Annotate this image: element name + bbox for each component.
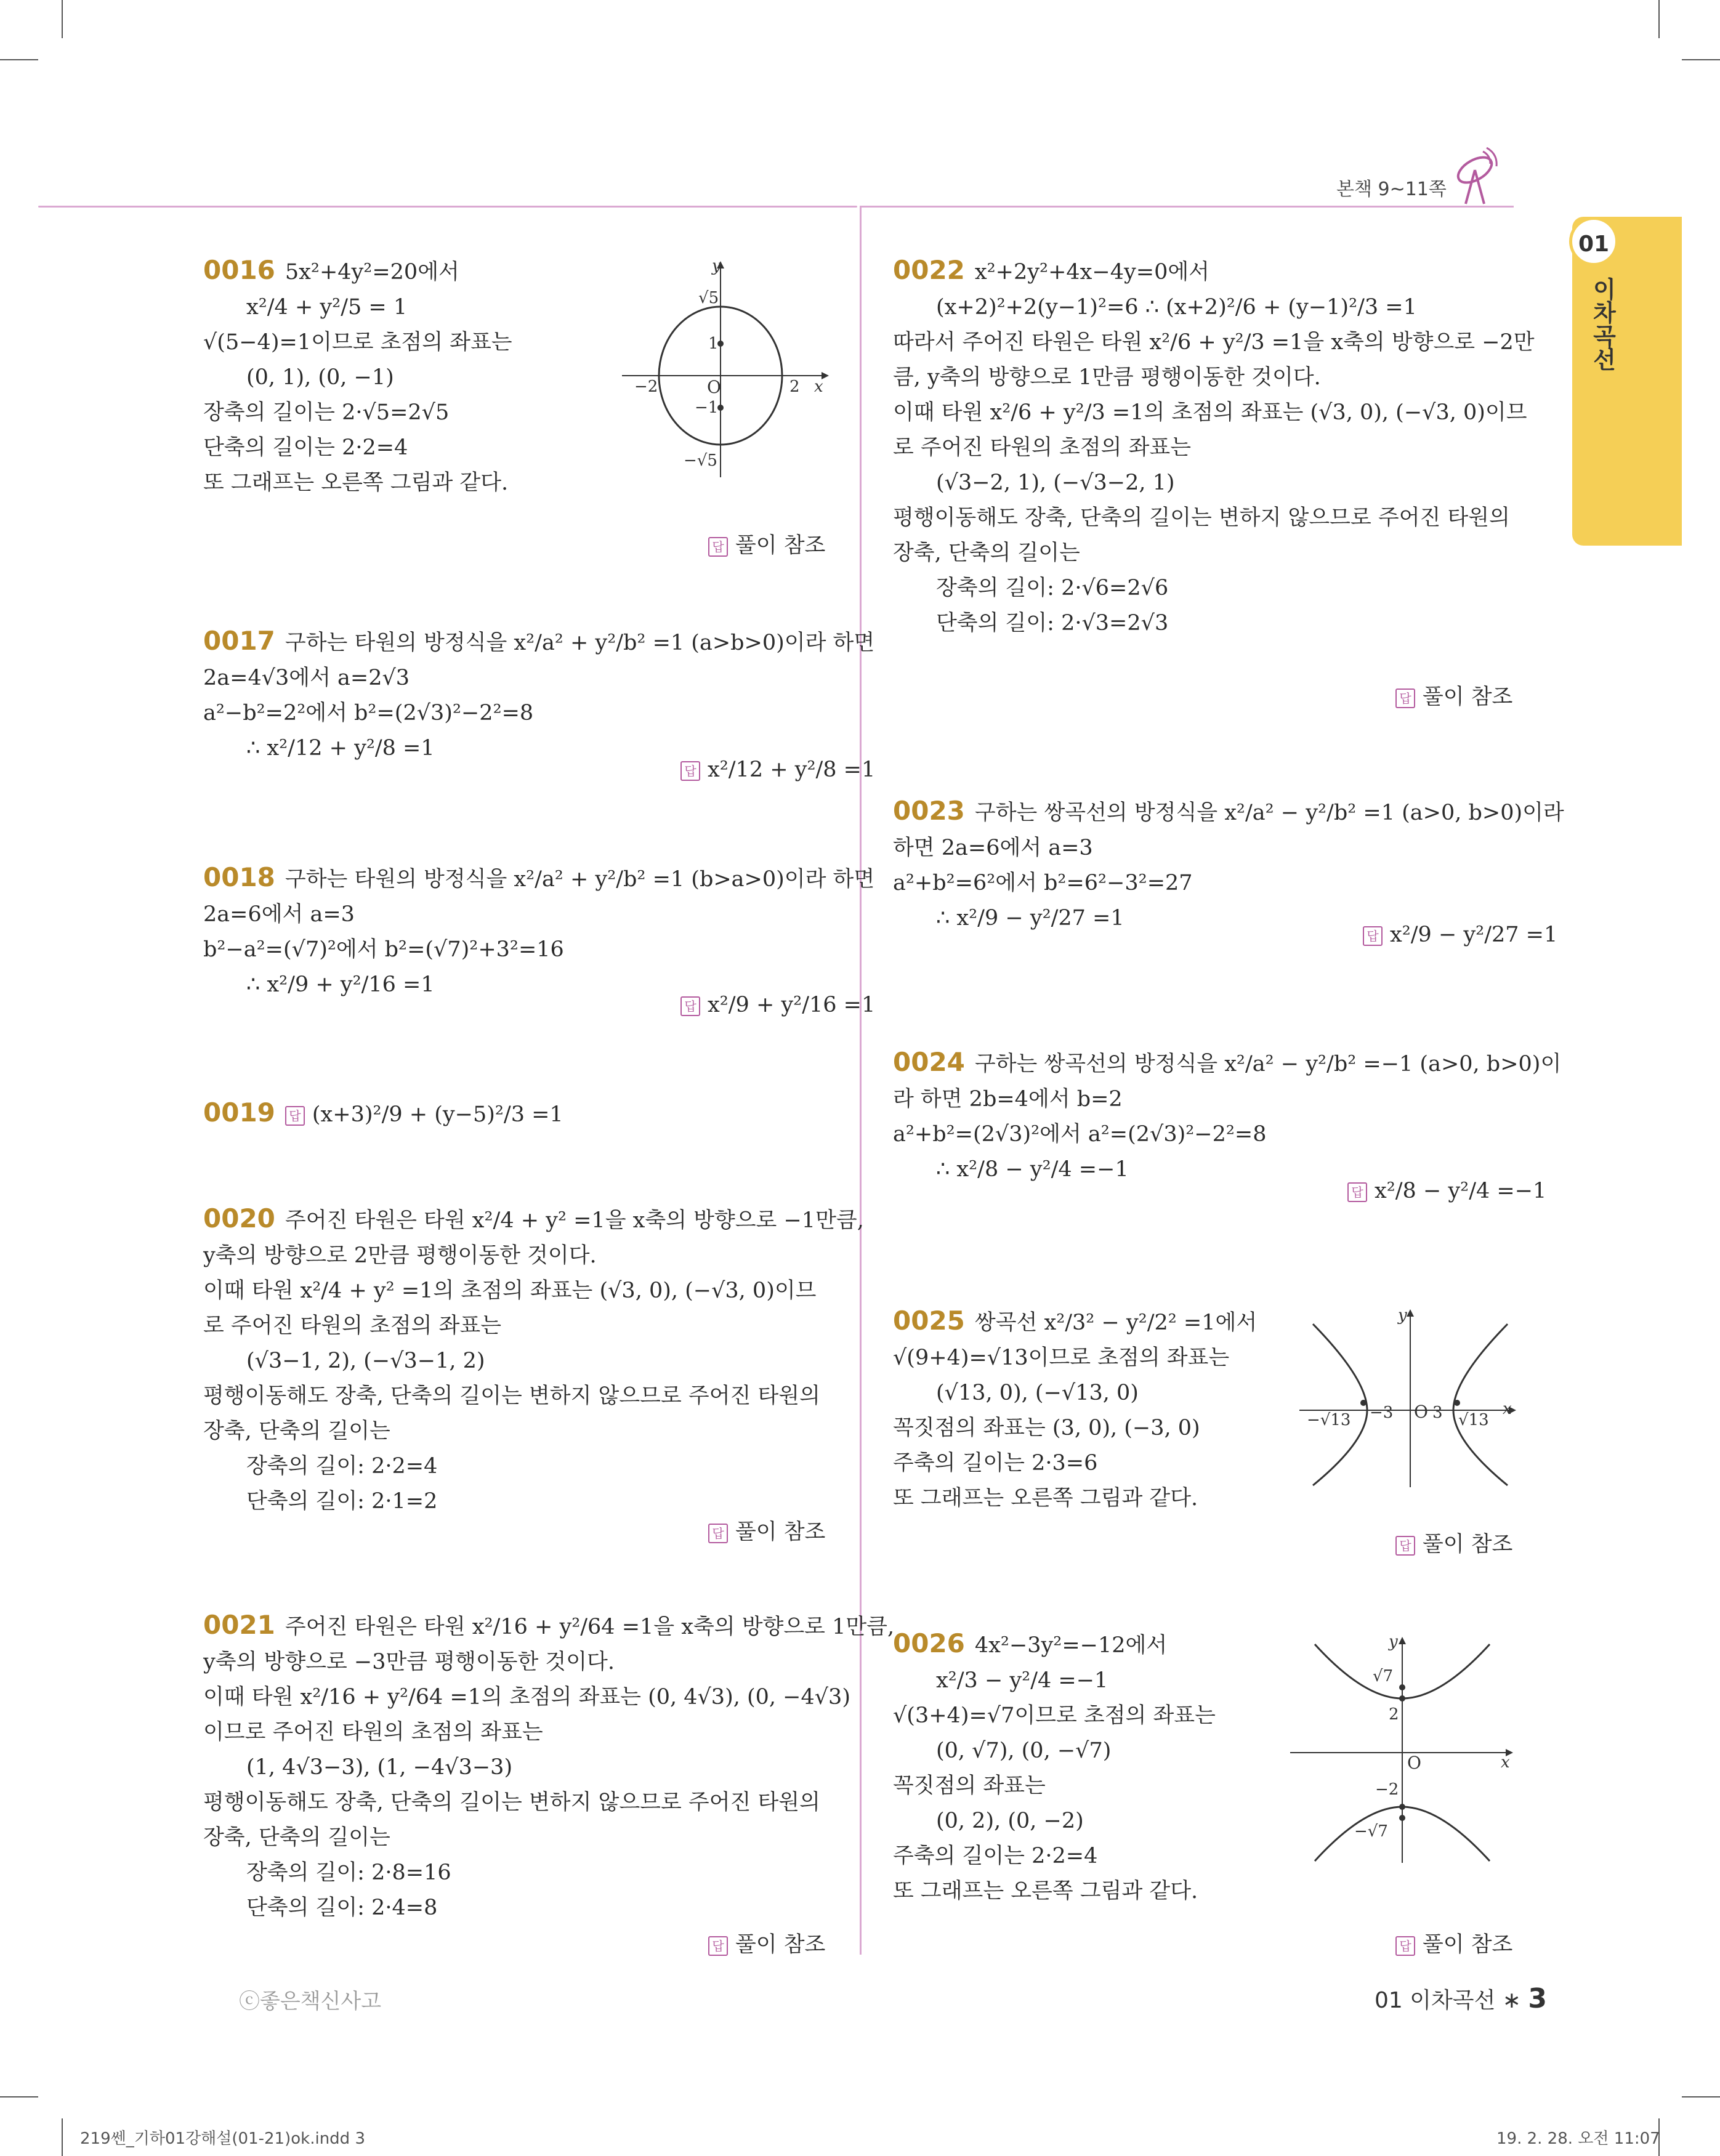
problem-0016: 0016 5x²+4y²=20에서 x²/4 + y²/5 = 1 √(5−4)=1이므로 초점의 좌표는 (0, 1), (0, −1) 장축의 길이는 2·√5=2√5 단축의 길이는 2·2=4 또 그래프는 오른쪽 그림과 같다. xyxy=(203,255,512,495)
problem-0022: 0022 x²+2y²+4x−4y=0에서 (x+2)²+2(y−1)²=6 ∴ (x+2)²/6 + (y−1)²/3 =1 따라서 주어진 타원은 타원 x²/6 + y²/3 =1을 x축의 방향으로 −2만 큼, y축의 방향으로 1만큼 평행이동한 것이다. 이때 타원 x²/6 + y²/3 =1의 초점의 좌표는 (√3, 0), (−√3, 0)이므 로 주어진 타원의 초점의 좌표는 (√3−2, 1), (−√3−2, 1) 평행이동해도 장축, 단축의 길이는 변하지 않으므로 주어진 타원의 장축, 단축의 길이는 장축의 길이: 2·√6=2√6 단축의 길이: 2·√3=2√3 xyxy=(893,255,1535,636)
tick-label: 2 xyxy=(789,378,800,396)
tick-label: √5 xyxy=(698,289,719,307)
tick-label: 1 xyxy=(708,334,719,353)
chapter-title: 이차곡선 xyxy=(1589,277,1616,371)
hyperbola-graph-0026 xyxy=(1290,1632,1518,1866)
crop-mark xyxy=(1658,0,1660,38)
answer-0024: 답 x²/8 − y²/4 =−1 xyxy=(1347,1179,1546,1203)
tick-label: −2 xyxy=(1375,1780,1399,1799)
header-rule xyxy=(38,206,857,208)
answer-0018: 답 x²/9 + y²/16 =1 xyxy=(680,993,875,1017)
axis-label-x: x xyxy=(1503,1400,1512,1418)
answer-0023: 답 x²/9 − y²/27 =1 xyxy=(1363,923,1557,947)
chapter-tab xyxy=(1572,217,1682,546)
tick-label: 2 xyxy=(1389,1705,1399,1724)
answer-icon: 답 xyxy=(708,1524,728,1543)
tick-label: √7 xyxy=(1373,1667,1394,1686)
problem-0019: 0019 답 (x+3)²/9 + (y−5)²/3 =1 xyxy=(203,1097,563,1128)
answer-0022: 답 풀이 참조 xyxy=(1395,680,1512,711)
crop-mark xyxy=(1682,59,1720,60)
answer-0020: 답 풀이 참조 xyxy=(708,1515,825,1546)
chapter-number: 01 xyxy=(1569,217,1618,266)
answer-icon: 답 xyxy=(680,996,700,1016)
problem-0017: 0017 구하는 타원의 방정식을 x²/a² + y²/b² =1 (a>b>0)이라 하면 2a=4√3에서 a=2√3 a²−b²=2²에서 b²=(2√3)²−2²=8 ∴ x²/12 + y²/8 =1 xyxy=(203,626,875,761)
problem-0020: 0020 주어진 타원은 타원 x²/4 + y² =1을 x축의 방향으로 −1만큼, y축의 방향으로 2만큼 평행이동한 것이다. 이때 타원 x²/4 + y² =1의 초점의 좌표는 (√3, 0), (−√3, 0)이므 로 주어진 타원의 초점의 좌표는 (√3−1, 2), (−√3−1, 2) 평행이동해도 장축, 단축의 길이는 변하지 않으므로 주어진 타원의 장축, 단축의 길이는 장축의 길이: 2·2=4 단축의 길이: 2·1=2 xyxy=(203,1203,864,1514)
answer-icon: 답 xyxy=(708,537,728,557)
answer-icon: 답 xyxy=(708,1936,728,1956)
answer-icon: 답 xyxy=(285,1106,305,1126)
tick-label: −1 xyxy=(695,398,719,417)
ellipse-graph-0016 xyxy=(622,259,831,480)
answer-icon: 답 xyxy=(1347,1182,1367,1202)
problem-0026: 0026 4x²−3y²=−12에서 x²/3 − y²/4 =−1 √(3+4)=√7이므로 초점의 좌표는 (0, √7), (0, −√7) 꼭짓점의 좌표는 (0, 2), (0, −2) 주축의 길이는 2·2=4 또 그래프는 오른쪽 그림과 같다. xyxy=(893,1628,1216,1904)
answer-icon: 답 xyxy=(1395,1536,1415,1556)
crop-mark xyxy=(0,2096,38,2097)
crop-mark xyxy=(0,59,38,60)
tick-label: √13 xyxy=(1458,1411,1489,1429)
answer-icon: 답 xyxy=(1395,688,1415,708)
origin-label: O xyxy=(1414,1402,1428,1422)
header-page-ref: 본책 9~11쪽 xyxy=(1336,179,1447,200)
tick-label: −√13 xyxy=(1307,1411,1351,1429)
answer-0017: 답 x²/12 + y²/8 =1 xyxy=(680,757,875,782)
answer-0016: 답 풀이 참조 xyxy=(708,528,825,559)
problem-0023: 0023 구하는 쌍곡선의 방정식을 x²/a² − y²/b² =1 (a>0, b>0)이라 하면 2a=6에서 a=3 a²+b²=6²에서 b²=6²−3²=27 ∴ x²/9 − y²/27 =1 xyxy=(893,796,1564,931)
tick-label: −√5 xyxy=(684,451,717,470)
origin-label: O xyxy=(707,377,721,397)
problem-0024: 0024 구하는 쌍곡선의 방정식을 x²/a² − y²/b² =−1 (a>0, b>0)이 라 하면 2b=4에서 b=2 a²+b²=(2√3)²에서 a²=(2√3)²−2²=8 ∴ x²/8 − y²/4 =−1 xyxy=(893,1047,1562,1182)
hyperbola-graph-0025 xyxy=(1299,1306,1521,1490)
answer-icon: 답 xyxy=(1363,926,1383,946)
imprint-date: 19. 2. 28. 오전 11:07 xyxy=(1496,2130,1660,2148)
origin-label: O xyxy=(1407,1753,1421,1773)
header-rule xyxy=(861,206,1514,208)
crop-mark xyxy=(1682,2096,1720,2097)
answer-0021: 답 풀이 참조 xyxy=(708,1928,825,1958)
tick-label: 3 xyxy=(1432,1403,1443,1422)
problem-0025: 0025 쌍곡선 x²/3² − y²/2² =1에서 √(9+4)=√13이므로 초점의 좌표는 (√13, 0), (−√13, 0) 꼭짓점의 좌표는 (3, 0), (−3, 0) 주축의 길이는 2·3=6 또 그래프는 오른쪽 그림과 같다. xyxy=(893,1306,1258,1511)
problem-0018: 0018 구하는 타원의 방정식을 x²/a² + y²/b² =1 (b>a>0)이라 하면 2a=6에서 a=3 b²−a²=(√7)²에서 b²=(√7)²+3²=16 ∴ x²/9 + y²/16 =1 xyxy=(203,862,875,997)
answer-0025: 답 풀이 참조 xyxy=(1395,1527,1512,1558)
tick-label: −2 xyxy=(634,378,658,396)
satellite-icon xyxy=(1447,145,1503,207)
answer-icon: 답 xyxy=(1395,1936,1415,1956)
answer-0026: 답 풀이 참조 xyxy=(1395,1928,1512,1958)
tick-label: −3 xyxy=(1370,1403,1394,1422)
axis-label-y: y xyxy=(712,259,721,275)
axis-label-x: x xyxy=(1501,1753,1510,1772)
tick-label: −√7 xyxy=(1354,1822,1388,1841)
axis-label-y: y xyxy=(1398,1306,1407,1325)
crop-mark xyxy=(62,2118,63,2156)
page-number: 01 이차곡선 ∗ 3 xyxy=(1375,1983,1548,2014)
crop-mark xyxy=(62,0,63,38)
problem-0021: 0021 주어진 타원은 타원 x²/16 + y²/64 =1을 x축의 방향으로 1만큼, y축의 방향으로 −3만큼 평행이동한 것이다. 이때 타원 x²/16 + y²/64 =1의 초점의 좌표는 (0, 4√3), (0, −4√3) 이므로 주어진 타원의 초점의 좌표는 (1, 4√3−3), (1, −4√3−3) 평행이동해도 장축, 단축의 길이는 변하지 않으므로 주어진 타원의 장축, 단축의 길이는 장축의 길이: 2·8=16 단축의 길이: 2·4=8 xyxy=(203,1610,895,1920)
imprint-file: 219쎈_기하01강해설(01-21)ok.indd 3 xyxy=(80,2130,365,2148)
answer-icon: 답 xyxy=(680,761,700,781)
axis-label-y: y xyxy=(1389,1633,1398,1651)
copyright: ⓒ좋은책신사고 xyxy=(239,1989,382,2014)
axis-label-x: x xyxy=(814,378,823,396)
